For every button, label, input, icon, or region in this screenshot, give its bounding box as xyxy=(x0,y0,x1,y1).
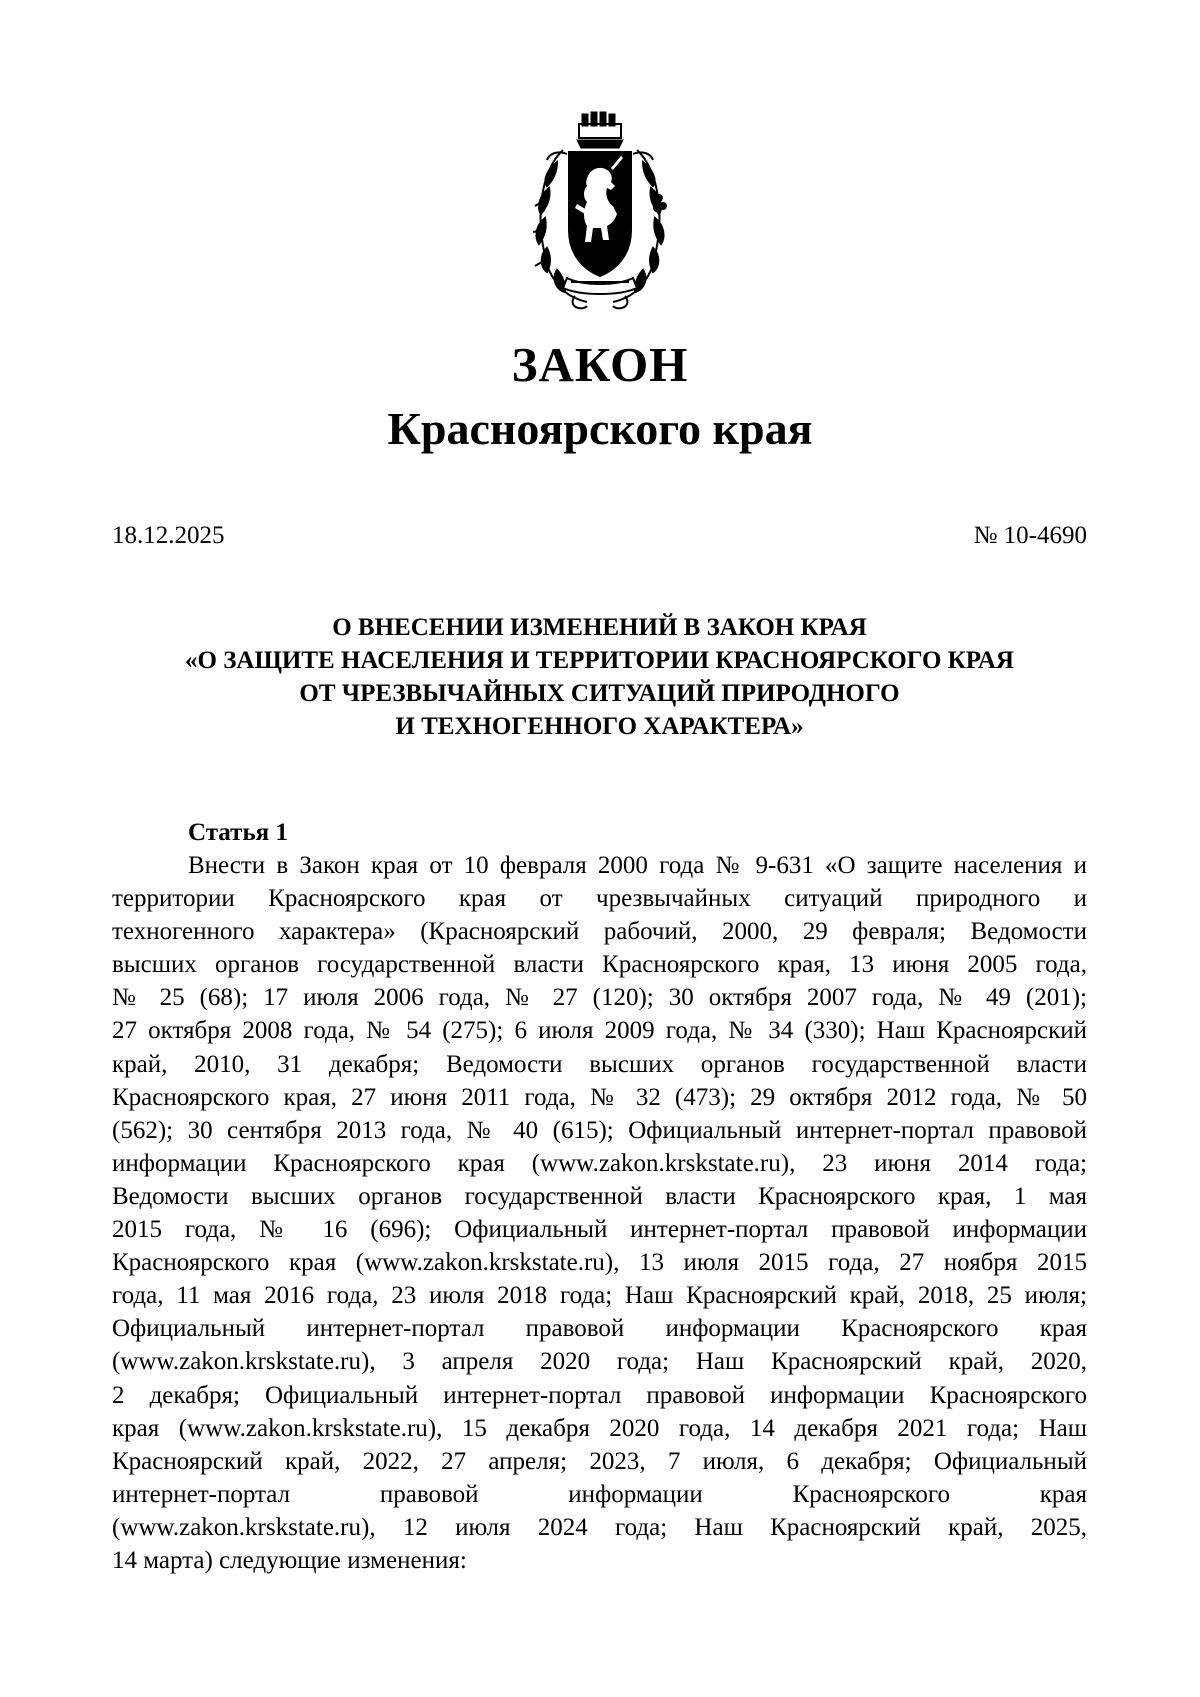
body-line: территории Красноярского края от чрезвычайных ситуаций природного и xyxy=(112,885,1087,913)
heading-line: ОТ ЧРЕЗВЫЧАЙНЫХ СИТУАЦИЙ ПРИРОДНОГО xyxy=(299,680,900,707)
body-line: 2015 года, № 16 (696); Официальный интернет-портал правовой информации xyxy=(112,1216,1087,1244)
body-line: № 25 (68); 17 июля 2006 года, № 27 (120); 30 октября 2007 года, № 49 (201); xyxy=(112,984,1087,1012)
body-line: (www.zakon.krskstate.ru), 3 апреля 2020 года; Наш Красноярский край, 2020, xyxy=(112,1348,1087,1376)
heading-line: «О ЗАЩИТЕ НАСЕЛЕНИЯ И ТЕРРИТОРИИ КРАСНОЯРСКОГО КРАЯ xyxy=(185,647,1014,674)
body-line: 27 октября 2008 года, № 54 (275); 6 июля 2009 года, № 34 (330); Наш Красноярский xyxy=(112,1017,1087,1045)
document-date: 18.12.2025 xyxy=(112,522,225,549)
body-line: (www.zakon.krskstate.ru), 12 июля 2024 года; Наш Красноярский край, 2025, xyxy=(112,1513,1087,1541)
article-title: Статья 1 xyxy=(188,819,288,846)
document-subtitle: Красноярского края xyxy=(387,403,813,454)
ribbon-icon xyxy=(563,278,637,308)
document-title: ЗАКОН xyxy=(511,337,689,392)
body-line: Ведомости высших органов государственной власти Красноярского края, 1 мая xyxy=(112,1182,1087,1210)
body-line: край, 2010, 31 декабря; Ведомости высших органов государственной власти xyxy=(112,1050,1087,1078)
body-line: года, 11 мая 2016 года, 23 июля 2018 года; Наш Красноярский край, 2018, 25 июля; xyxy=(112,1282,1087,1310)
law-heading xyxy=(112,611,1087,743)
heading-line: О ВНЕСЕНИИ ИЗМЕНЕНИЙ В ЗАКОН КРАЯ xyxy=(332,614,867,641)
body-line: техногенного характера» (Красноярский рабочий, 2000, 29 февраля; Ведомости xyxy=(112,918,1087,946)
article-body xyxy=(112,849,1087,1577)
body-line: информации Красноярского края (www.zakon.krskstate.ru), 23 июня 2014 года; xyxy=(112,1149,1087,1177)
body-line: (562); 30 сентября 2013 года, № 40 (615); Официальный интернет-портал правовой xyxy=(112,1116,1087,1144)
body-line: края (www.zakon.krskstate.ru), 15 декабря 2020 года, 14 декабря 2021 года; Наш xyxy=(112,1414,1087,1442)
heading-line: И ТЕХНОГЕННОГО ХАРАКТЕРА» xyxy=(395,713,804,740)
body-line: Красноярского края, 27 июня 2011 года, № 32 (473); 29 октября 2012 года, № 50 xyxy=(112,1083,1087,1111)
body-line: Красноярского края (www.zakon.krskstate.ru), 13 июля 2015 года, 27 ноября 2015 xyxy=(112,1249,1087,1277)
body-line: 14 марта) следующие изменения: xyxy=(112,1546,467,1574)
body-line: высших органов государственной власти Красноярского края, 13 июня 2005 года, xyxy=(112,951,1087,979)
coat-of-arms-emblem xyxy=(527,110,673,316)
crown-icon xyxy=(577,112,623,148)
body-line: Официальный интернет-портал правовой информации Красноярского края xyxy=(112,1315,1087,1343)
document-number: № 10-4690 xyxy=(973,522,1087,549)
body-line: 2 декабря; Официальный интернет-портал правовой информации Красноярского xyxy=(112,1381,1087,1409)
body-line: Внести в Закон края от 10 февраля 2000 года № 9-631 «О защите населения и xyxy=(188,852,1087,879)
shield-icon xyxy=(569,152,631,276)
body-line: Красноярский край, 2022, 27 апреля; 2023, 7 июля, 6 декабря; Официальный xyxy=(112,1447,1087,1475)
body-line: интернет-портал правовой информации Красноярского края xyxy=(112,1480,1087,1508)
